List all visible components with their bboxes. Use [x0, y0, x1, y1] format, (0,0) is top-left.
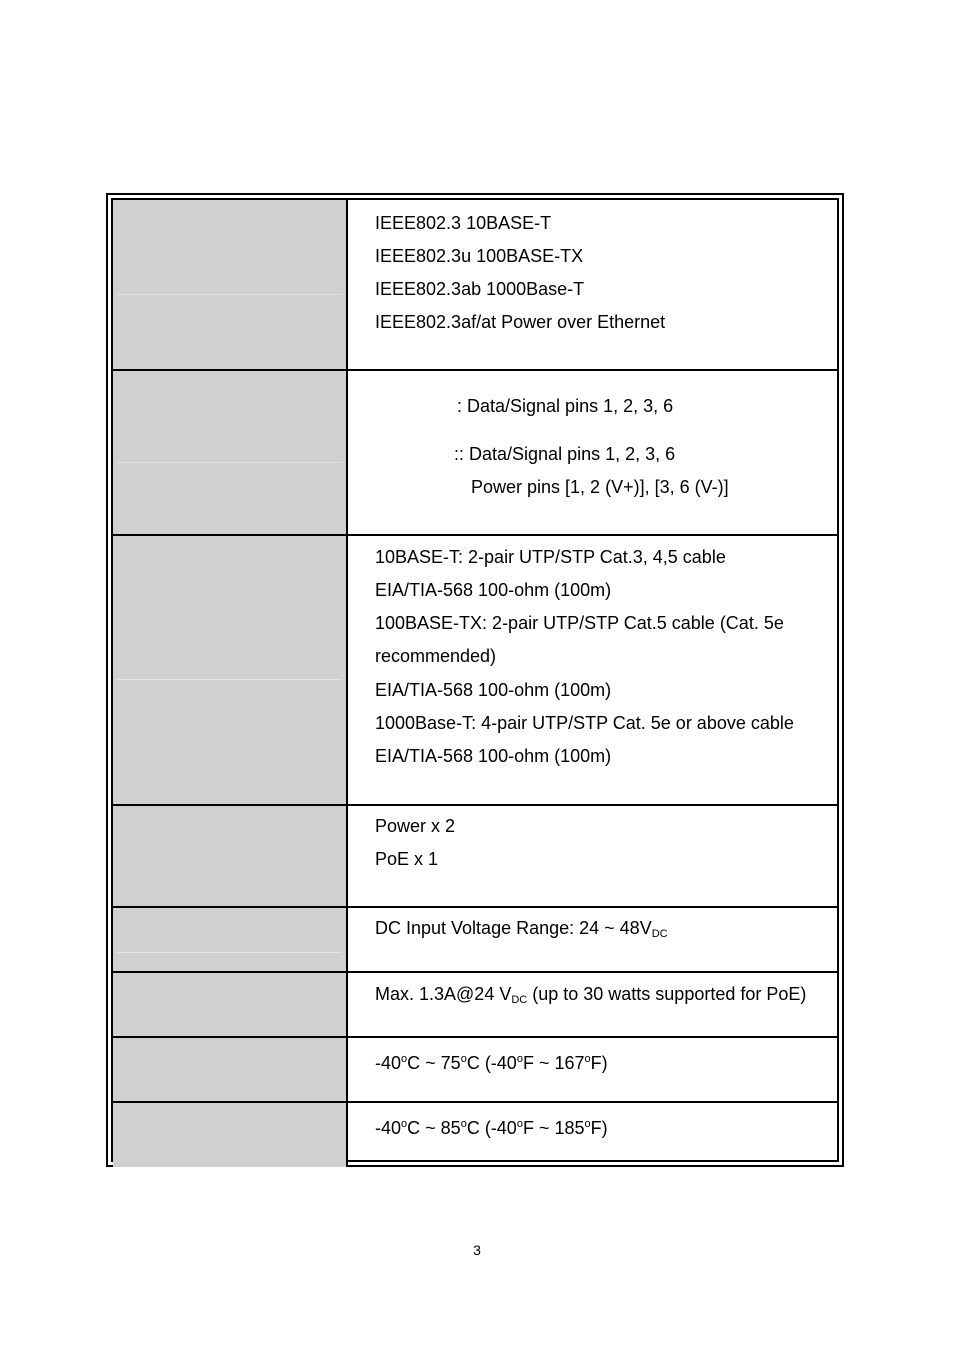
value-line: EIA/TIA-568 100-ohm (100m) [375, 680, 612, 700]
value-line: -40$^o$C ~ 75$^o$C (-40$^o$F ~ 167$^o$F) [375, 1053, 608, 1073]
value-line: IEEE802.3u 100BASE-TX [375, 246, 584, 266]
spec-label-cell [113, 200, 348, 369]
value-line: EIA/TIA-568 100-ohm (100m) [375, 746, 612, 766]
value-line: EIA/TIA-568 100-ohm (100m) [375, 580, 612, 600]
value-line: PoE x 1 [375, 849, 439, 869]
value-line: IEEE802.3af/at Power over Ethernet [375, 312, 666, 332]
spec-row-pins [113, 371, 837, 536]
spec-label-cell [113, 1103, 348, 1167]
spec-row-operating-temp [113, 1038, 837, 1103]
spec-label-cell [113, 908, 348, 971]
spec-label-cell [113, 1038, 348, 1101]
spec-row-cables [113, 536, 837, 806]
spec-table [111, 198, 839, 1162]
spec-row-storage-temp [113, 1103, 837, 1167]
spec-table-outer-border [106, 193, 844, 1167]
value-line: :: Data/Signal pins 1, 2, 3, 6 [454, 444, 676, 464]
spec-row-voltage [113, 908, 837, 973]
value-line: IEEE802.3ab 1000Base-T [375, 279, 585, 299]
spec-label-cell [113, 973, 348, 1036]
value-line: Max. 1.3A@24 $V_{DC}$ (up to 30 watts supported for PoE) [375, 984, 807, 1006]
value-line: 1000Base-T: 4-pair UTP/STP Cat. 5e or above cable [375, 713, 794, 733]
value-line: 100BASE-TX: 2-pair UTP/STP Cat.5 cable (Cat. 5e [375, 613, 784, 633]
value-line: Power pins [1, 2 (V+)], [3, 6 (V-)] [471, 477, 729, 497]
page-number: 3 [473, 1242, 481, 1258]
value-line: DC Input Voltage Range: 24 ~ $48V_{DC}$ [375, 918, 668, 940]
value-line: 10BASE-T: 2-pair UTP/STP Cat.3, 4,5 cable [375, 547, 726, 567]
value-line: IEEE802.3 10BASE-T [375, 213, 552, 233]
value-line: Power x 2 [375, 816, 456, 836]
value-line: : Data/Signal pins 1, 2, 3, 6 [457, 396, 674, 416]
spec-row-leds [113, 806, 837, 908]
spec-label-cell [113, 371, 348, 534]
spec-label-cell [113, 536, 348, 804]
spec-label-cell [113, 806, 348, 906]
value-line: -40$^o$C ~ 85$^o$C (-40$^o$F ~ 185$^o$F) [375, 1118, 608, 1138]
value-line: recommended) [375, 646, 497, 666]
spec-row-standards [113, 200, 837, 371]
spec-row-current [113, 973, 837, 1038]
